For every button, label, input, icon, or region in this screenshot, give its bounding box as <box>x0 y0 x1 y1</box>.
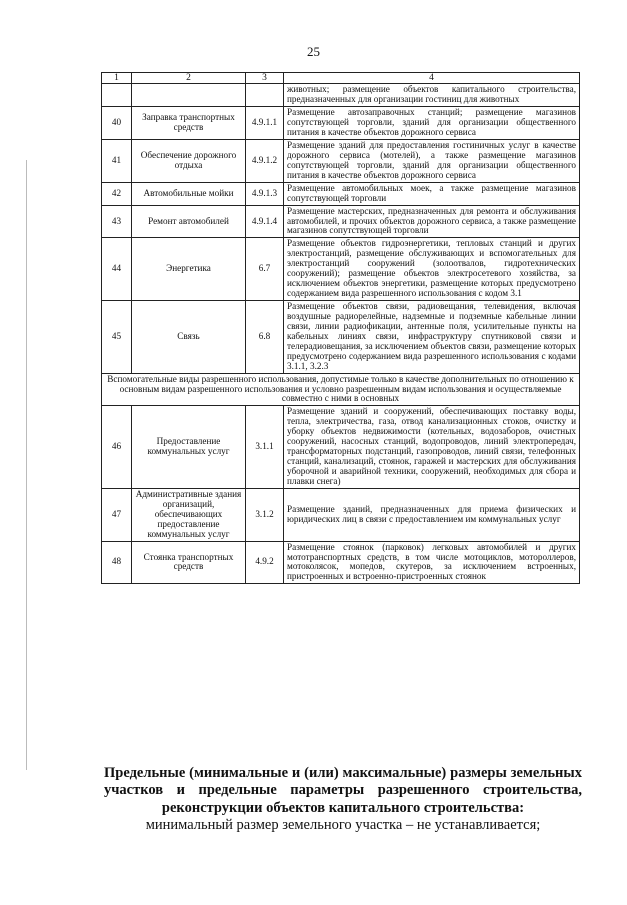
table-section <box>102 373 580 406</box>
use-code: 4.9.1.2 <box>246 139 284 182</box>
use-code: 4.9.1.4 <box>246 205 284 238</box>
table-row <box>102 139 580 182</box>
use-description: Размещение объектов гидроэнергетики, тепловых станций и других электростанций, размещение обслуживающих и вспомогательных для электростанций сооружений (золоотвалов, гидротехнических сооружений); размещение объектов электросетевого хозяйства, за исключением объектов энергетики, размещение которых предусмотрено содержанием вида разрешенного использования с кодом 3.1 <box>284 238 580 301</box>
row-number: 47 <box>102 488 132 541</box>
section-header-row <box>102 373 580 406</box>
use-code: 4.9.1.1 <box>246 107 284 140</box>
table-body-auxiliary <box>102 406 580 584</box>
use-description: Размещение объектов связи, радиовещания, телевидения, включая воздушные радиорелейные, надземные и подземные кабельные линии связи, линии радиофикации, антенные поля, усилительные пункты на кабельных линиях связи, инфраструктуру спутниковой связи и телерадиовещания, за исключением объектов связи, размещение которых предусмотрено содержанием вида разрешенного использования с кодами 3.1.1, 3.2.3 <box>284 301 580 374</box>
row-number: 43 <box>102 205 132 238</box>
section-title: Вспомогательные виды разрешенного использования, допустимые только в качестве дополнительных по отношению к основным видам разрешенного использования и условно разрешенным видам использования и осуществляемые совместно с ними в основных <box>102 373 580 406</box>
footer-line: минимальный размер земельного участка – не устанавливается; <box>145 817 541 834</box>
row-number: 41 <box>102 139 132 182</box>
use-description: Размещение зданий, предназначенных для приема физических и юридических лиц в связи с предоставлением им коммунальных услуг <box>284 488 580 541</box>
header-col-2: 2 <box>132 73 246 84</box>
use-code: 6.8 <box>246 301 284 374</box>
row-number: 46 <box>102 406 132 489</box>
table-row <box>102 541 580 584</box>
row-number: 44 <box>102 238 132 301</box>
use-description: Размещение зданий для предоставления гостиничных услуг в качестве дорожного сервиса (мотелей), а также размещение магазинов сопутствующей торговли, зданий для организации общественного питания в качестве объектов дорожного сервиса <box>284 139 580 182</box>
table-body-main <box>102 84 580 373</box>
use-description: Размещение зданий и сооружений, обеспечивающих поставку воды, тепла, электричества, газа, отвод канализационных стоков, очистку и уборку объектов недвижимости (котельных, водозаборов, очистных сооружений, насосных станций, водопроводов, линий электропередач, трансформаторных подстанций, газопроводов, линий связи, телефонных станций, канализаций, стоянок, гаражей и мастерских для обслуживания уборочной и аварийной техники, сооружений, необходимых для сбора и плавки снега) <box>284 406 580 489</box>
use-name: Обеспечение дорожного отдыха <box>132 139 246 182</box>
row-number: 40 <box>102 107 132 140</box>
land-use-table <box>101 72 580 584</box>
use-name: Заправка транспортных средств <box>132 107 246 140</box>
use-code: 6.7 <box>246 238 284 301</box>
use-code: 4.9.2 <box>246 541 284 584</box>
use-name: Административные здания организаций, обеспечивающих предоставление коммунальных услуг <box>132 488 246 541</box>
use-name: Стоянка транспортных средств <box>132 541 246 584</box>
table-row <box>102 107 580 140</box>
use-name: Ремонт автомобилей <box>132 205 246 238</box>
scan-margin-line <box>26 160 27 770</box>
table-row <box>102 301 580 374</box>
use-name: Связь <box>132 301 246 374</box>
page-number: 25 <box>307 44 320 59</box>
table-row <box>102 488 580 541</box>
table-header-row <box>102 73 580 84</box>
use-description: Размещение автозаправочных станций; размещение магазинов сопутствующей торговли, зданий для организации общественного питания в качестве объектов дорожного сервиса <box>284 107 580 140</box>
header-col-3: 3 <box>246 73 284 84</box>
row-number: 45 <box>102 301 132 374</box>
use-description: Размещение мастерских, предназначенных для ремонта и обслуживания автомобилей, и прочих объектов дорожного сервиса, а также размещение магазинов сопутствующей торговли <box>284 205 580 238</box>
continuation-text: животных; размещение объектов капитального строительства, предназначенных для организации гостиниц для животных <box>284 84 580 107</box>
footer-block <box>104 765 582 835</box>
table-row-continuation <box>102 84 580 107</box>
table-row <box>102 205 580 238</box>
table-row <box>102 182 580 205</box>
use-description: Размещение стоянок (парковок) легковых автомобилей и других мототранспортных средств, в том числе мотоциклов, мотороллеров, мотоколясок, мопедов, скутеров, за исключением встроенных, пристроенных и встроенно-пристроенных стоянок <box>284 541 580 584</box>
use-code: 3.1.1 <box>246 406 284 489</box>
footer-heading: Предельные (минимальные и (или) максимальные) размеры земельных участков и предельные параметры разрешенного строительства, реконструкции объектов капитального строительства: <box>104 765 582 816</box>
use-code: 3.1.2 <box>246 488 284 541</box>
table-row <box>102 238 580 301</box>
table-row <box>102 406 580 489</box>
header-col-1: 1 <box>102 73 132 84</box>
header-col-4: 4 <box>284 73 580 84</box>
use-description: Размещение автомобильных моек, а также размещение магазинов сопутствующей торговли <box>284 182 580 205</box>
row-number: 42 <box>102 182 132 205</box>
use-name: Предоставление коммунальных услуг <box>132 406 246 489</box>
row-number: 48 <box>102 541 132 584</box>
use-code: 4.9.1.3 <box>246 182 284 205</box>
use-name: Автомобильные мойки <box>132 182 246 205</box>
use-name: Энергетика <box>132 238 246 301</box>
